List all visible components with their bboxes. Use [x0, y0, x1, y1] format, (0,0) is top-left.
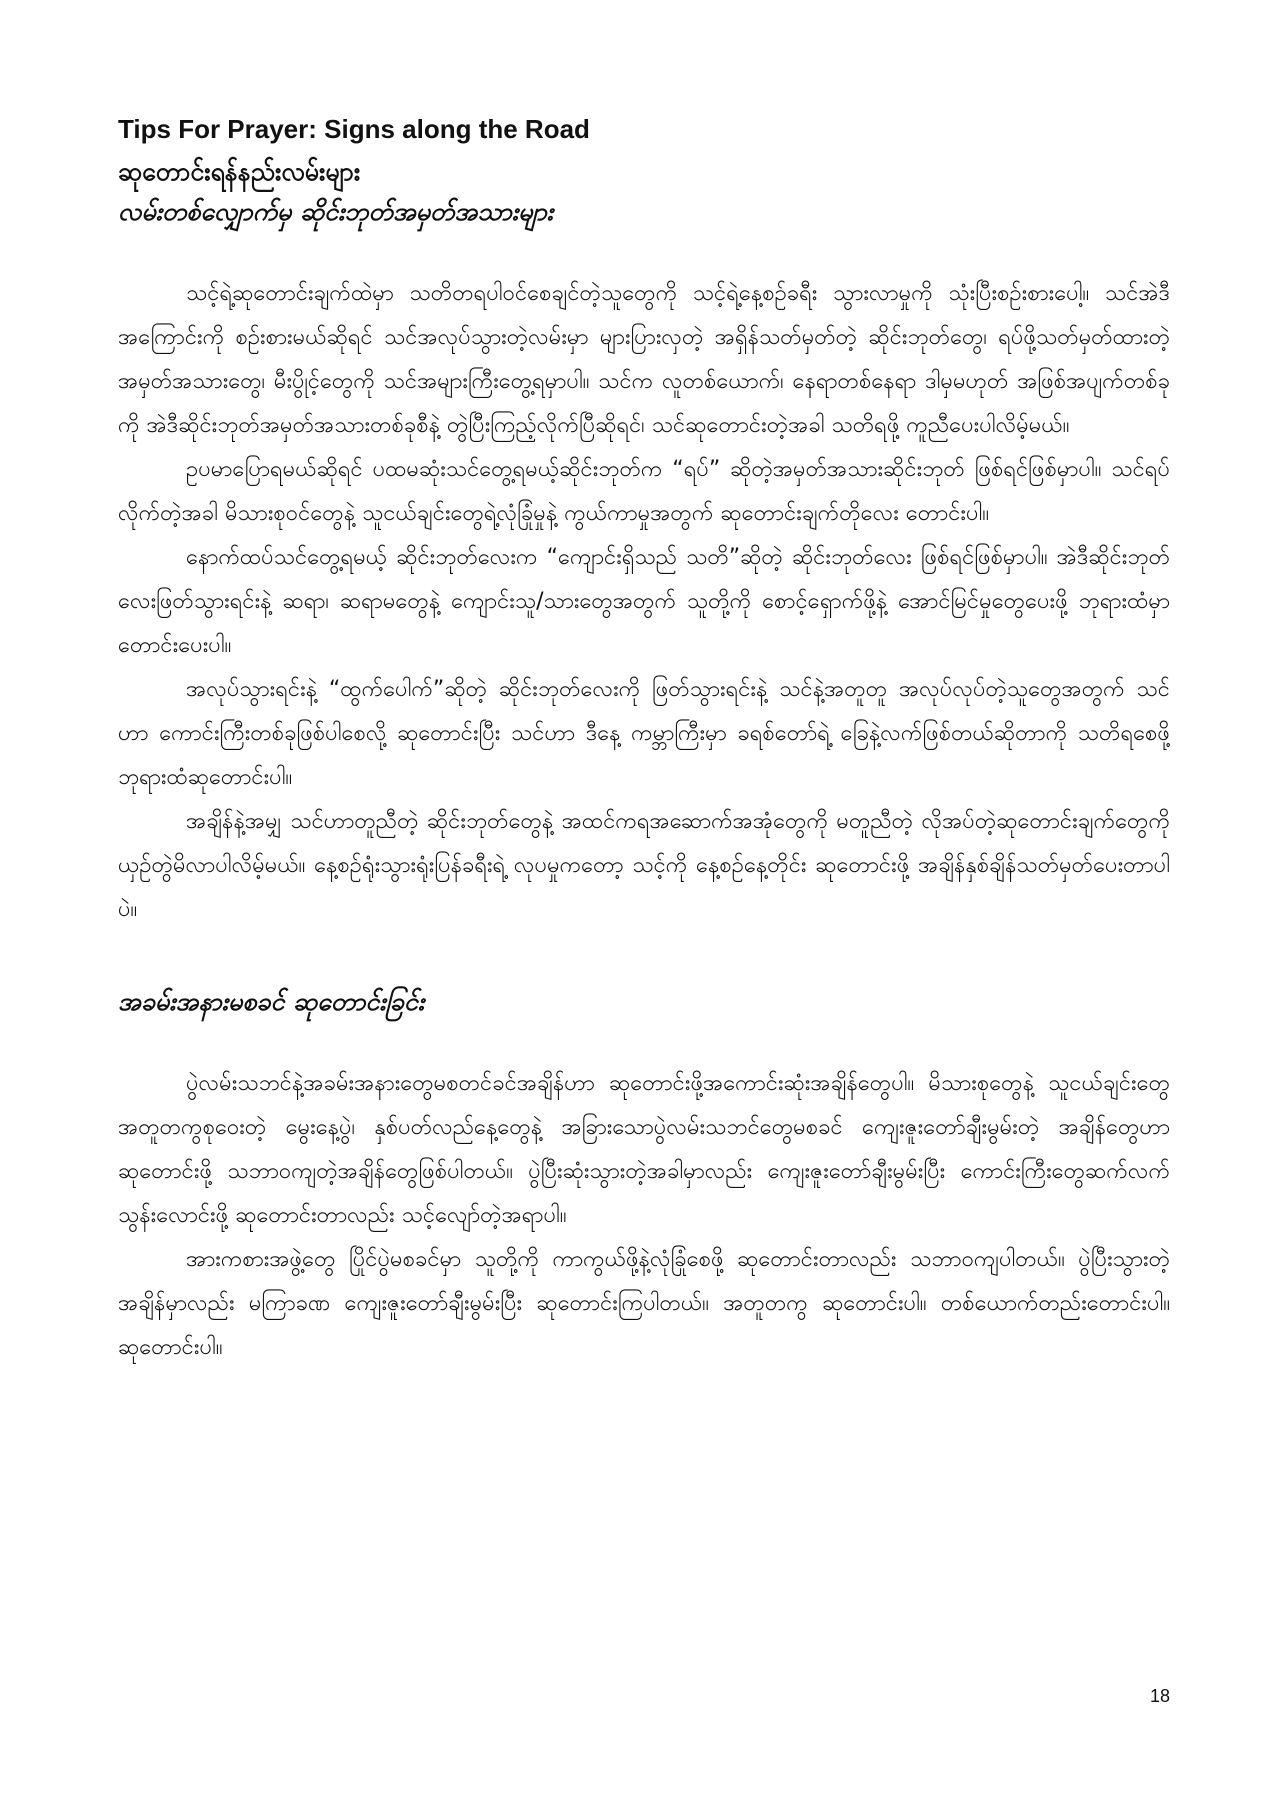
- page-subtitle: လမ်းတစ်လျှောက်မှ ဆိုင်းဘုတ်အမှတ်အသားများ: [118, 197, 554, 226]
- paragraph: ပွဲလမ်းသဘင်နဲ့အခမ်းအနားတွေမစတင်ခင်အချိန်ဟာ ဆုတောင်းဖို့အကောင်းဆုံးအချိန်တွေပါ။ မိသားစုတွေနဲ့ သူငယ်ချင်းတွေ အတူတကွစုဝေးတဲ့ မွေးနေ့ပွဲ၊ နှစ်ပတ်လည်နေ့တွေနဲ့ အခြားသောပွဲလမ်းသဘင်တွေမစခင် ကျေးဇူးတော်ချီးမွမ်းတဲ့ အချိန်တွေဟာ ဆုတောင်းဖို့ သဘာဝကျတဲ့အချိန်တွေဖြစ်ပါတယ်။ ပွဲပြီးဆုံးသွားတဲ့အခါမှာလည်း ကျေးဇူးတော်ချီးမွမ်းပြီး ကောင်းကြီးတွေဆက်လက်သွန်းလောင်းဖို့ ဆုတောင်းတာလည်း သင့်လျော်တဲ့အရာပါ။: [118, 1071, 1170, 1228]
- paragraph: အားကစားအဖွဲ့တွေ ပြိုင်ပွဲမစခင်မှာ သူတို့ကို ကာကွယ်ဖို့နဲ့လုံခြုံစေဖို့ ဆုတောင်းတာလည်း သဘာဝကျပါတယ်။ ပွဲပြီးသွားတဲ့အချိန်မှာလည်း မကြာခဏ ကျေးဇူးတော်ချီးမွမ်းပြီး ဆုတောင်းကြပါတယ်။ အတူတကွ ဆုတောင်းပါ။ တစ်ယောက်တည်းတောင်းပါ။ ဆုတောင်းပါ။: [118, 1247, 1170, 1360]
- paragraph: အချိန်နဲ့အမျှ သင်ဟာတူညီတဲ့ ဆိုင်းဘုတ်တွေနဲ့ အထင်ကရအဆောက်အအုံတွေကို မတူညီတဲ့ လိုအပ်တဲ့ဆုတောင်းချက်တွေကို ယှဉ်တွဲမိလာပါလိမ့်မယ်။ နေ့စဉ်ရုံးသွားရုံးပြန်ခရီးရဲ့ လုပမှုကတော့ သင့်ကို နေ့စဉ်နေ့တိုင်း ဆုတောင်းဖို့ အချိန်နှစ်ချိန်သတ်မှတ်ပေးတာပါပဲ။: [118, 809, 1170, 922]
- paragraph: အလုပ်သွားရင်းနဲ့ “ထွက်ပေါက်”ဆိုတဲ့ ဆိုင်းဘုတ်လေးကို ဖြတ်သွားရင်းနဲ့ သင်နဲ့အတူတူ အလုပ်လုပ်တဲ့သူတွေအတွက် သင်ဟာ ကောင်းကြီးတစ်ခုဖြစ်ပါစေလို့ ဆုတောင်းပြီး သင်ဟာ ဒီနေ့ ကမ္ဘာကြီးမှာ ခရစ်တော်ရဲ့ ခြေနဲ့လက်ဖြစ်တယ်ဆိုတာကို သတိရစေဖို့ ဘုရားထံဆုတောင်းပါ။: [118, 677, 1170, 790]
- page-content: [118, 112, 1170, 1370]
- paragraph: ဥပမာပြောရမယ်ဆိုရင် ပထမဆုံးသင်တွေ့ရမယ့်ဆိုင်းဘုတ်က “ရပ်” ဆိုတဲ့အမှတ်အသားဆိုင်းဘုတ် ဖြစ်ရင်ဖြစ်မှာပါ။ သင်ရပ်လိုက်တဲ့အခါ မိသားစုဝင်တွေနဲ့ သူငယ်ချင်းတွေရဲ့လုံခြုံမှုနဲ့ ကွယ်ကာမှုအတွက် ဆုတောင်းချက်တိုလေး တောင်းပါ။: [118, 457, 1170, 526]
- section-heading: အခမ်းအနားမစခင် ဆုတောင်းခြင်း: [118, 987, 425, 1016]
- page-title-myanmar: ဆုတောင်းရန်နည်းလမ်းများ: [118, 157, 361, 186]
- page-title-english: Tips For Prayer: Signs along the Road: [118, 114, 590, 144]
- paragraph: နောက်ထပ်သင်တွေ့ရမယ့် ဆိုင်းဘုတ်လေးက “ကျောင်းရှိသည် သတိ”ဆိုတဲ့ ဆိုင်းဘုတ်လေး ဖြစ်ရင်ဖြစ်မှာပါ။ အဲဒီဆိုင်းဘုတ်လေးဖြတ်သွားရင်းနဲ့ ဆရာ၊ ဆရာမတွေနဲ့ ကျောင်းသူ/သားတွေအတွက် သူတို့ကို စောင့်ရှောက်ဖို့နဲ့ အောင်မြင်မှုတွေပေးဖို့ ဘုရားထံမှာ တောင်းပေးပါ။: [118, 545, 1170, 658]
- section-signs-along-road: [118, 272, 1170, 932]
- paragraph: သင့်ရဲ့ဆုတောင်းချက်ထဲမှာ သတိတရပါဝင်စေချင်တဲ့သူတွေကို သင့်ရဲ့နေ့စဉ်ခရီး သွားလာမှုကို သုံးပြီးစဉ်းစားပေါ့။ သင်အဲဒီအကြောင်းကို စဉ်းစားမယ်ဆိုရင် သင်အလုပ်သွားတဲ့လမ်းမှာ များပြားလှတဲ့ အရှိန်သတ်မှတ်တဲ့ ဆိုင်းဘုတ်တွေ၊ ရပ်ဖို့သတ်မှတ်ထားတဲ့ အမှတ်အသားတွေ၊ မီးပွိုင့်တွေကို သင်အများကြီးတွေ့ရမှာပါ။ သင်က လူတစ်ယောက်၊ နေရာတစ်နေရာ ဒါမှမဟုတ် အဖြစ်အပျက်တစ်ခုကို အဲဒီဆိုင်းဘုတ်အမှတ်အသားတစ်ခုစီနဲ့ တွဲပြီးကြည့်လိုက်ပြီဆိုရင်၊ သင်ဆုတောင်းတဲ့အခါ သတိရဖို့ ကူညီပေးပါလိမ့်မယ်။: [118, 281, 1170, 438]
- section-prayer-before-events: [118, 1062, 1170, 1370]
- page-number: 18: [1149, 1686, 1170, 1706]
